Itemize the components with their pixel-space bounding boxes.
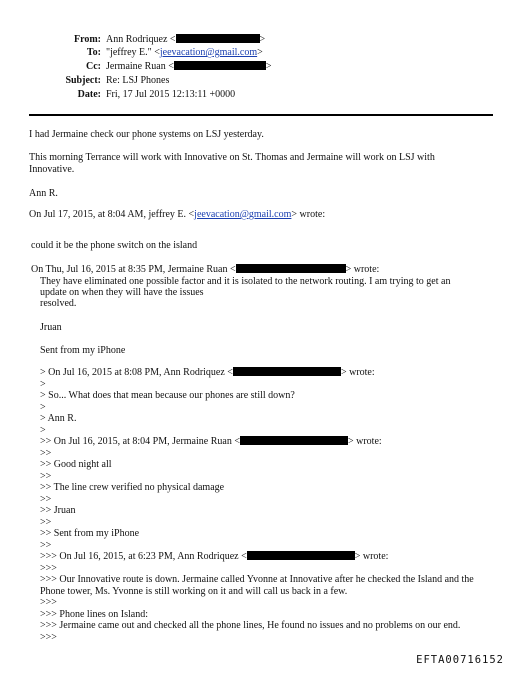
quote-line: >>: [40, 540, 52, 551]
body-paragraph-2-line-1: This morning Terrance will work with Innovative on St. Thomas and Jermaine will work on LSJ with: [29, 152, 435, 163]
quote-line: >> Jruan: [40, 505, 76, 516]
quote-line: >>>: [40, 563, 57, 574]
to-value: "jeffrey E." <jeevacation@gmail.com>: [106, 47, 263, 58]
redaction-bar: [236, 264, 346, 273]
cc-value: Jermaine Ruan < >: [106, 61, 272, 72]
quote-line: >> Good night all: [40, 459, 112, 470]
header-from: [0, 34, 266, 46]
header-subject: [0, 75, 170, 87]
from-label: From:: [73, 34, 101, 45]
body-paragraph-1: I had Jermaine check our phone systems on LSJ yesterday.: [29, 129, 264, 140]
quote-header-jeffrey: On Jul 17, 2015, at 8:04 AM, jeffrey E. <jeevacation@gmail.com> wrote:: [29, 209, 326, 220]
subject-label: Subject:: [65, 75, 101, 86]
body-paragraph-2-line-2: Innovative.: [29, 164, 75, 175]
quote-line: >>> Jermaine came out and checked all the phone lines, He found no issues and no problems on our end.: [40, 620, 461, 631]
quote-line: >>: [40, 517, 52, 528]
quote-header-jermaine: On Thu, Jul 16, 2015 at 8:35 PM, Jermaine Ruan < > wrote:: [31, 264, 380, 275]
date-label: Date:: [77, 89, 101, 100]
redaction-bar: [233, 367, 341, 376]
quote-line: > On Jul 16, 2015 at 8:08 PM, Ann Rodriquez < > wrote:: [40, 367, 375, 378]
to-email-link[interactable]: jeevacation@gmail.com: [159, 47, 258, 58]
quoted-text: update on when they will have the issues: [40, 287, 204, 298]
document-id-stamp: EFTA00716152: [416, 654, 504, 666]
date-value: Fri, 17 Jul 2015 12:13:11 +0000: [106, 89, 236, 100]
header-cc: [0, 61, 272, 73]
quote-line: >>>: [40, 632, 57, 643]
redaction-bar: [247, 551, 355, 560]
quote-line: Phone tower, Ms. Yvonne is still working on it and will call us back in a few.: [40, 586, 348, 597]
header-to: [0, 47, 263, 59]
quote-line: >>: [40, 448, 52, 459]
quote-line: >>>: [40, 597, 57, 608]
quote-line: >> The line crew verified no physical damage: [40, 482, 225, 493]
from-value: Ann Rodriquez < >: [106, 34, 266, 45]
quoted-text: They have eliminated one possible factor and it is isolated to the network routing. I am trying to get an: [40, 276, 451, 287]
redaction-bar: [176, 34, 260, 43]
quoted-text: resolved.: [40, 298, 77, 309]
quote-line: >: [40, 402, 46, 413]
quote-line: >: [40, 425, 46, 436]
quote-line: > Ann R.: [40, 413, 77, 424]
quote-email-link[interactable]: jeevacation@gmail.com: [194, 209, 292, 220]
quoted-text: could it be the phone switch on the island: [31, 240, 198, 251]
quote-line: >>: [40, 471, 52, 482]
quote-line: >>> Our Innovative route is down. Jermaine called Yvonne at Innovative after he checked the Island and the: [40, 574, 474, 585]
to-label: To:: [86, 47, 101, 58]
quoted-text: Jruan: [40, 322, 62, 333]
quote-line: >>> Phone lines on Island:: [40, 609, 149, 620]
quote-line: >> On Jul 16, 2015, at 8:04 PM, Jermaine Ruan < > wrote:: [40, 436, 382, 447]
header-date: [0, 89, 236, 101]
redaction-bar: [174, 61, 266, 70]
redaction-bar: [240, 436, 348, 445]
cc-label: Cc:: [86, 61, 101, 72]
quote-line: >>> On Jul 16, 2015, at 6:23 PM, Ann Rodriquez < > wrote:: [40, 551, 389, 562]
quote-line: >: [40, 379, 46, 390]
quote-line: > So... What does that mean because our phones are still down?: [40, 390, 295, 401]
quoted-text: Sent from my iPhone: [40, 345, 126, 356]
quote-line: >>: [40, 494, 52, 505]
header-divider: [29, 114, 493, 116]
signature: Ann R.: [29, 188, 58, 199]
quote-line: >> Sent from my iPhone: [40, 528, 140, 539]
subject-value: Re: LSJ Phones: [106, 75, 170, 86]
